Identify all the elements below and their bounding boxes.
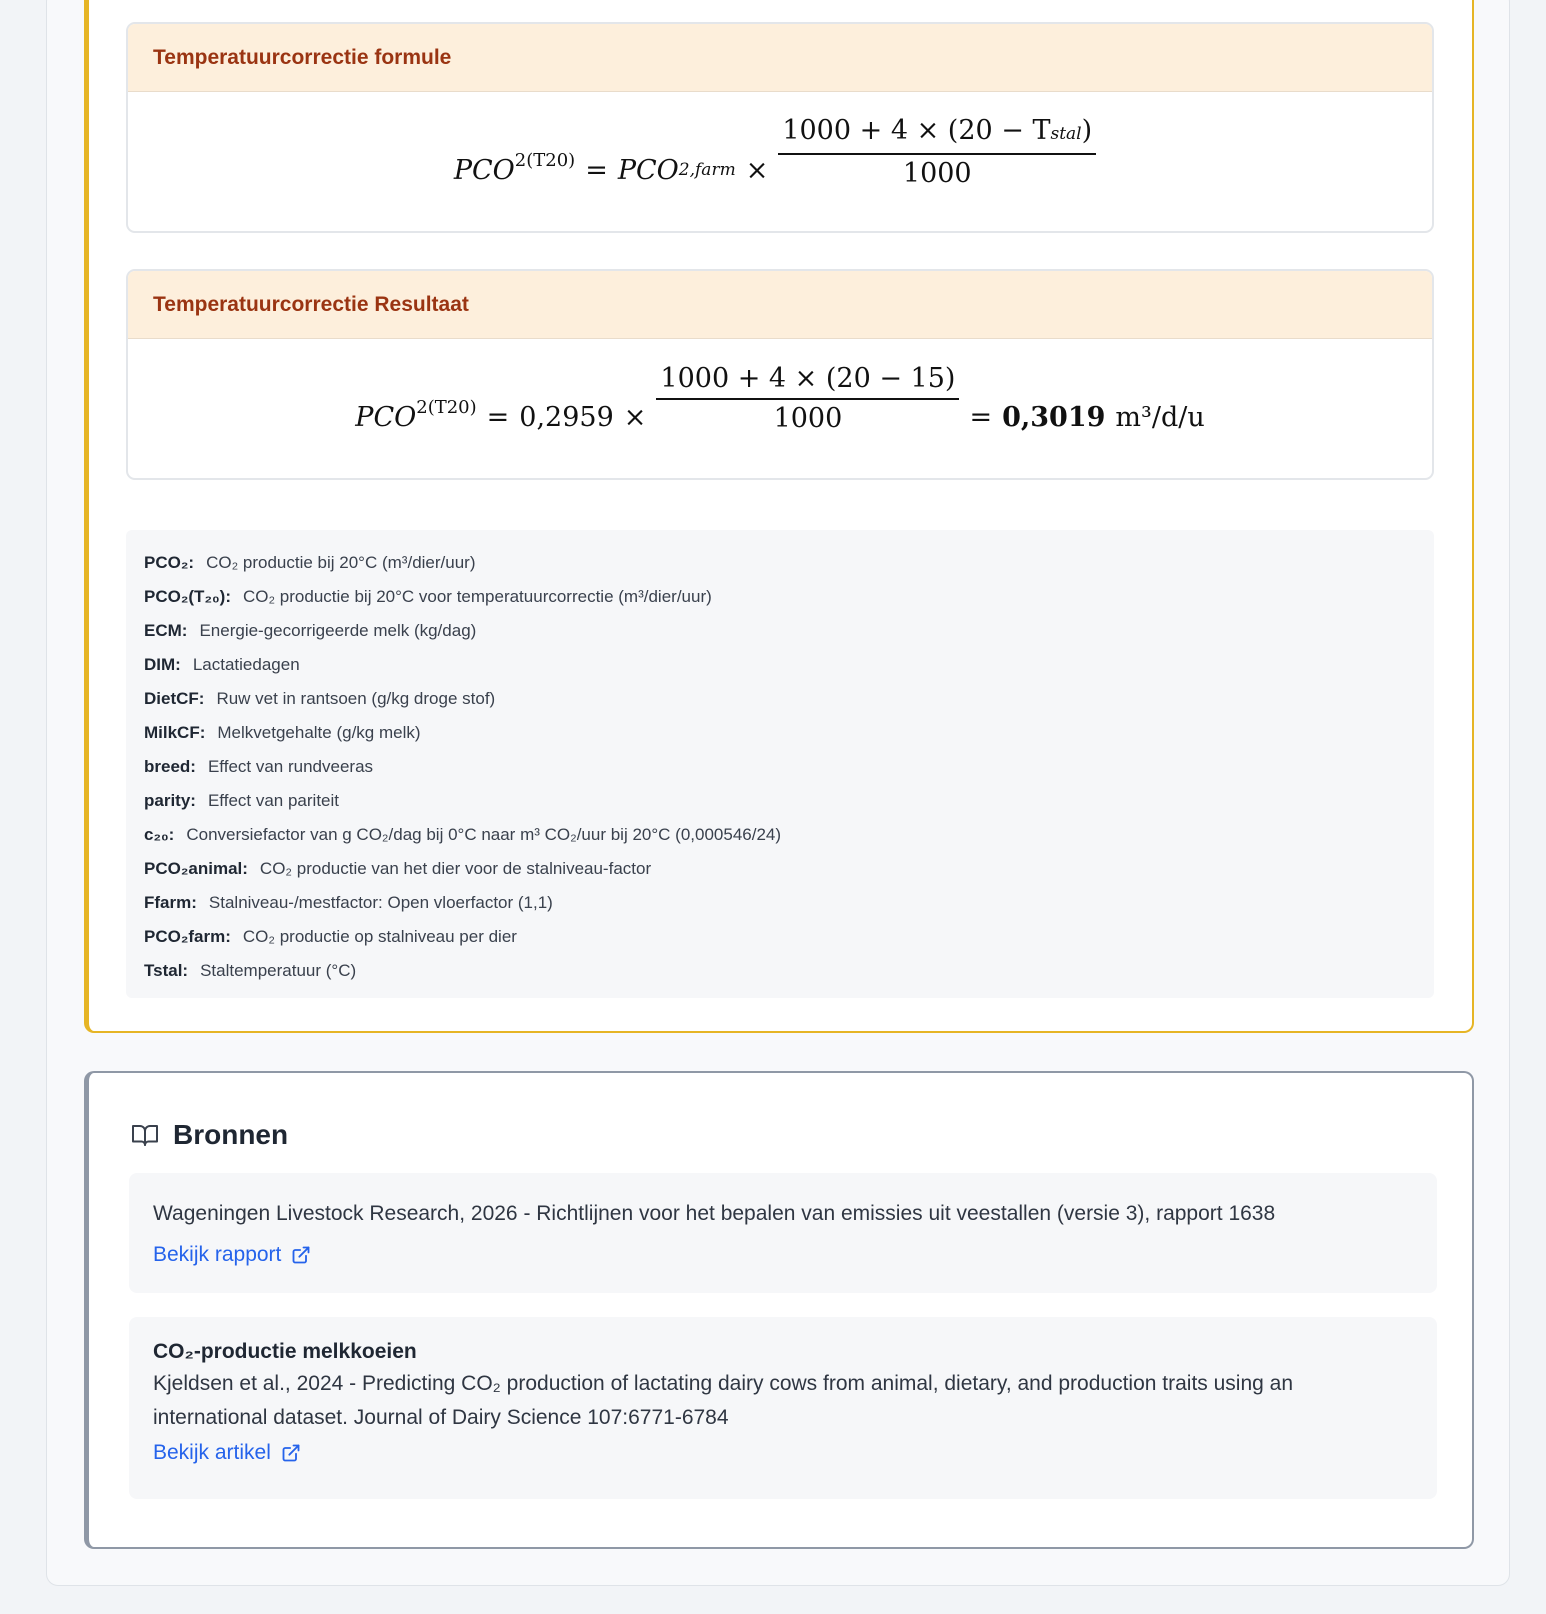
legend-row — [144, 954, 1416, 988]
legend-row — [144, 784, 1416, 818]
result-box-title: Temperatuurcorrectie Resultaat — [128, 271, 1432, 339]
variable-legend — [126, 530, 1434, 998]
legend-term: PCO₂: — [144, 553, 195, 572]
legend-row — [144, 818, 1416, 852]
view-report-link[interactable] — [153, 1243, 311, 1267]
source-item — [129, 1173, 1437, 1293]
result-equation — [128, 363, 1432, 467]
result-value: 0,3019 — [1002, 401, 1106, 433]
result-lhs-sup: 2(T20) — [416, 396, 477, 418]
legend-term: MilkCF: — [144, 723, 206, 742]
legend-term: PCO₂(T₂₀): — [144, 587, 231, 606]
legend-row — [144, 546, 1416, 580]
legend-desc: CO₂ productie bij 20°C (m³/dier/uur) — [206, 553, 476, 572]
formula-box-title: Temperatuurcorrectie formule — [128, 24, 1432, 92]
legend-desc: Stalniveau-/mestfactor: Open vloerfactor (1,1) — [208, 893, 553, 912]
legend-term: DietCF: — [144, 689, 205, 708]
view-report-link-label: Bekijk rapport — [153, 1243, 282, 1266]
legend-desc: CO₂ productie van het dier voor de stalniveau-factor — [259, 859, 652, 878]
sources-title: Bronnen — [173, 1119, 289, 1150]
formula-box — [126, 22, 1434, 233]
external-link-icon — [291, 1245, 311, 1265]
legend-desc: Effect van rundveeras — [207, 757, 374, 776]
view-article-link-label: Bekijk artikel — [153, 1441, 271, 1464]
result-equals: = — [486, 401, 510, 433]
legend-desc: Ruw vet in rantsoen (g/kg droge stof) — [216, 689, 496, 708]
legend-desc: Effect van pariteit — [207, 791, 340, 810]
source-item — [129, 1317, 1437, 1499]
formula-equals: = — [585, 154, 608, 186]
legend-term: parity: — [144, 791, 196, 810]
legend-desc: CO₂ productie op stalniveau per dier — [242, 927, 517, 946]
external-link-icon — [281, 1443, 301, 1463]
formula-numerator-sub: stal — [1050, 123, 1082, 144]
legend-row — [144, 886, 1416, 920]
legend-desc: Staltemperatuur (°C) — [200, 961, 357, 980]
formula-lhs: PCO — [453, 154, 515, 186]
source-heading: CO₂-productie melkkoeien — [153, 1340, 417, 1363]
legend-row — [144, 648, 1416, 682]
result-unit: m³/d/u — [1115, 401, 1205, 433]
formula-fraction — [778, 116, 1096, 189]
legend-row — [144, 716, 1416, 750]
formula-numerator: 1000 + 4 × (20 − T — [782, 114, 1051, 146]
legend-desc: Lactatiedagen — [192, 655, 300, 674]
result-numerator: 1000 + 4 × (20 − 15) — [656, 364, 959, 400]
formula-rhs: PCO — [617, 154, 679, 186]
legend-term: Tstal: — [144, 961, 189, 980]
sources-heading — [131, 1115, 288, 1155]
legend-row — [144, 750, 1416, 784]
result-equals-2: = — [969, 401, 993, 433]
formula-rhs-sub: 2,farm — [678, 160, 736, 180]
result-times: × — [623, 401, 647, 433]
legend-desc: CO₂ productie bij 20°C voor temperatuurcorrectie (m³/dier/uur) — [242, 587, 712, 606]
legend-row — [144, 852, 1416, 886]
book-open-icon — [131, 1123, 159, 1147]
result-denominator: 1000 — [773, 403, 843, 434]
legend-row — [144, 682, 1416, 716]
legend-term: ECM: — [144, 621, 188, 640]
legend-term: breed: — [144, 757, 196, 776]
formula-lhs-sup: 2(T20) — [514, 149, 576, 171]
legend-desc: Conversiefactor van g CO₂/dag bij 0°C naar m³ CO₂/uur bij 20°C (0,000546/24) — [186, 825, 782, 844]
formula-numerator-close: ) — [1081, 114, 1093, 146]
formula-denominator: 1000 — [902, 157, 972, 189]
legend-term: DIM: — [144, 655, 181, 674]
view-article-link[interactable] — [153, 1441, 301, 1465]
legend-row — [144, 614, 1416, 648]
source-text: Wageningen Livestock Research, 2026 - Richtlijnen voor het bepalen van emissies uit veestallen (versie 3), rapport 1638 — [153, 1202, 1276, 1225]
source-text: Kjeldsen et al., 2024 - Predicting CO₂ production of lactating dairy cows from animal, dietary, and production traits using an international dataset. Journal of Dairy Science 107:6771-6784 — [153, 1372, 1294, 1429]
formula-equation — [128, 114, 1432, 220]
legend-term: c₂₀: — [144, 825, 175, 844]
result-box — [126, 269, 1434, 480]
result-fraction — [656, 364, 959, 434]
legend-row — [144, 580, 1416, 614]
legend-desc: Energie-gecorrigeerde melk (kg/dag) — [199, 621, 477, 640]
result-factor: 0,2959 — [519, 401, 614, 433]
sources-card — [84, 1071, 1474, 1549]
legend-term: PCO₂farm: — [144, 927, 231, 946]
legend-desc: Melkvetgehalte (g/kg melk) — [217, 723, 421, 742]
formula-times: × — [745, 154, 769, 186]
result-lhs: PCO — [355, 401, 417, 433]
legend-term: Ffarm: — [144, 893, 197, 912]
legend-term: PCO₂animal: — [144, 859, 248, 878]
legend-row — [144, 920, 1416, 954]
